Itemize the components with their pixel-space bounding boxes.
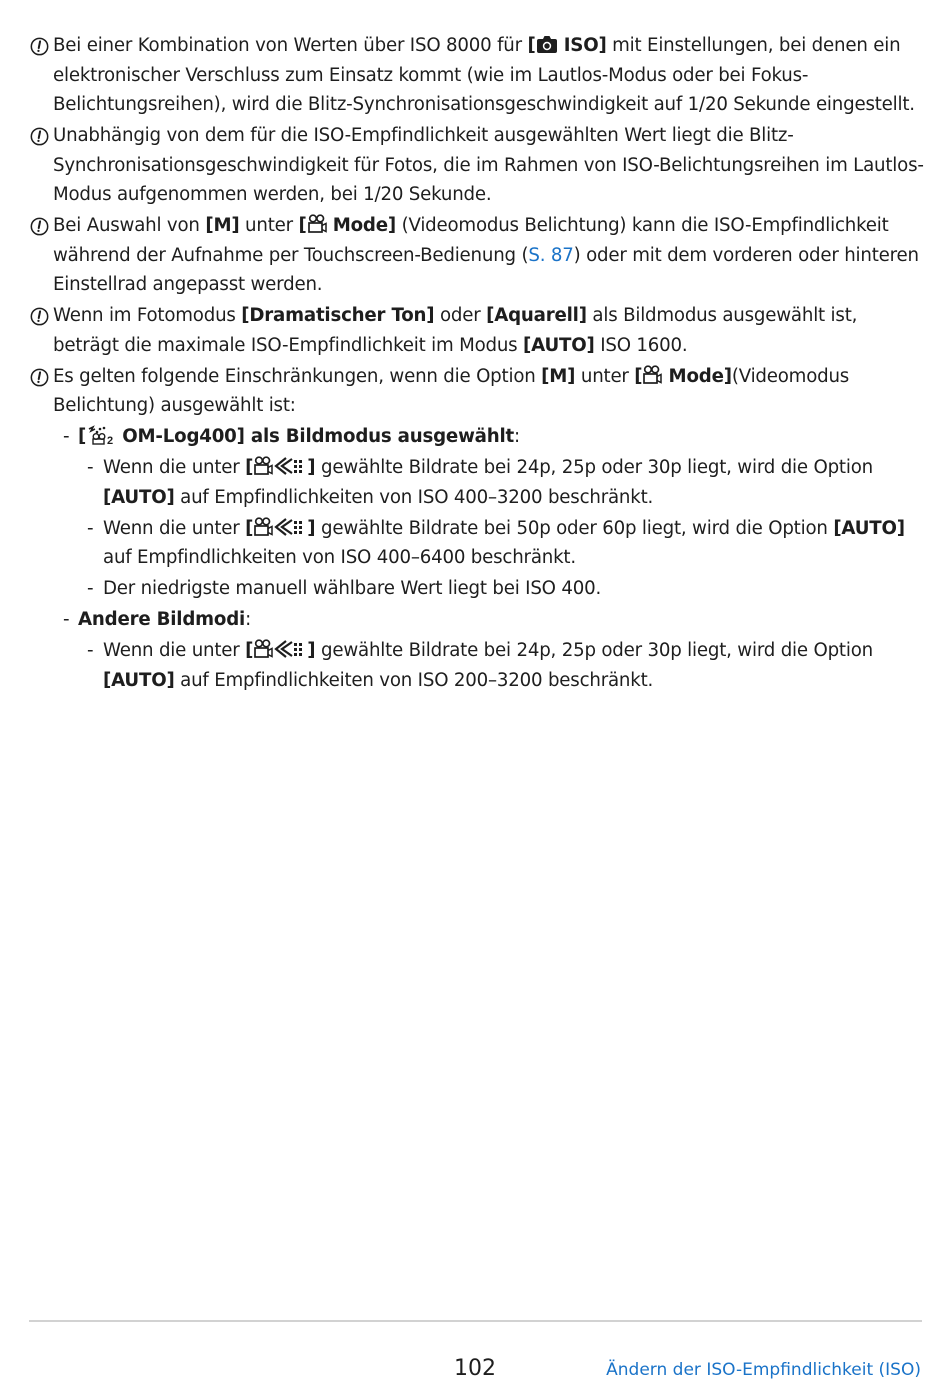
note-text: Unabhängig von dem für die ISO-Empfindlichkeit ausgewählten Wert liegt die Blitz-Synchronisationsgeschwindigkeit für Fotos, die im Rahmen von ISO-Belichtungsreihen im Lautlos-Modus aufgenommen werden, bei 1/20 Sekunde. [53, 125, 924, 205]
footer-section-link[interactable]: Ändern der ISO-Empfindlichkeit (ISO) [606, 1360, 921, 1380]
footer-divider [29, 1320, 922, 1322]
note-text: mit Einstellungen, bei denen ein elektronischer Verschluss zum Einsatz kommt (wie im Lautlos-Modus oder bei Fokus-Belichtungsreihen), wird die Blitz-Synchronisationsgeschwindigkeit auf 1/20 Sekunde eingestellt. [53, 35, 915, 115]
note-text: Bei Auswahl von [53, 215, 206, 236]
subsub-text: gewählte Bildrate bei 24p, 25p oder 30p liegt, wird die Option [315, 457, 873, 478]
note-bold: [ [634, 365, 643, 387]
note-text: Wenn im Fotomodus [53, 305, 242, 326]
note-item [30, 31, 924, 120]
note-text: unter [575, 365, 635, 387]
subsub-bold: [AUTO] [833, 517, 905, 539]
dash: - [63, 609, 70, 630]
movie-camera-icon [307, 214, 327, 234]
page-number: 102 [454, 1356, 496, 1381]
note-bold: Mode] [662, 365, 732, 387]
subsub-item [30, 453, 924, 512]
movie-camera-icon [253, 517, 273, 537]
subsub-bold: [ [245, 457, 254, 478]
subsub-text: auf Empfindlichkeiten von ISO 200–3200 beschränkt. [174, 669, 654, 691]
caution-icon [30, 37, 49, 56]
dash: - [63, 426, 70, 447]
note-bold: [ [527, 35, 536, 56]
subsub-list [30, 635, 924, 696]
subsub-list [30, 452, 924, 604]
note-bold: [M] [205, 215, 240, 236]
subsub-bold: [AUTO] [103, 486, 175, 508]
subsub-text: Wenn die unter [103, 640, 246, 661]
note-text: ) oder mit dem vorderen oder hinteren Einstellrad angepasst werden. [53, 244, 919, 295]
frame-rate-icon [273, 639, 307, 659]
subsub-bold: [AUTO] [103, 669, 175, 691]
sub-text: : [514, 426, 520, 447]
subsub-bold: ] [307, 517, 316, 539]
subsub-item [30, 636, 924, 695]
sub-item-omlog400 [30, 422, 924, 604]
caution-icon [30, 307, 49, 326]
subsub-text: Der niedrigste manuell wählbare Wert liegt bei ISO 400. [103, 578, 602, 599]
sub-list [30, 422, 924, 695]
note-text: Es gelten folgende Einschränkungen, wenn die Option [53, 365, 542, 387]
svg-text:2: 2 [107, 435, 114, 445]
note-item [30, 211, 924, 300]
dash: - [87, 457, 94, 478]
frame-rate-icon [273, 517, 307, 537]
subsub-bold: [ [245, 517, 254, 539]
subsub-text: auf Empfindlichkeiten von ISO 400–6400 beschränkt. [103, 547, 576, 568]
note-bold: [Aquarell] [486, 305, 587, 326]
note-text: als Bildmodus ausgewählt ist, beträgt die maximale ISO-Empfindlichkeit im Modus [53, 305, 858, 356]
sub-heading: [ [78, 426, 87, 447]
sub-item-other-modes [30, 605, 924, 695]
subsub-item [30, 514, 924, 573]
camera-icon [536, 35, 558, 54]
note-bold: ISO] [557, 35, 607, 56]
note-bold: [M] [541, 365, 576, 387]
note-text: ISO 1600. [594, 334, 688, 356]
frame-rate-icon [273, 456, 307, 476]
note-bold: Mode] [326, 215, 396, 236]
note-item [30, 362, 924, 421]
note-text: (Videomodus Belichtung) ausgewählt ist: [53, 365, 850, 416]
picture-mode-icon [86, 425, 116, 445]
subsub-bold: [ [245, 640, 254, 661]
movie-camera-icon [253, 639, 273, 659]
subsub-bold: ] [307, 640, 316, 661]
subsub-text: gewählte Bildrate bei 50p oder 60p liegt, wird die Option [315, 517, 834, 539]
subsub-text: auf Empfindlichkeiten von ISO 400–3200 beschränkt. [174, 486, 654, 508]
subsub-text: gewählte Bildrate bei 24p, 25p oder 30p liegt, wird die Option [315, 640, 873, 661]
note-item [30, 301, 924, 360]
caution-icon [30, 217, 49, 236]
dash: - [87, 517, 94, 539]
sub-text: : [245, 609, 252, 630]
sub-heading: Andere Bildmodi [78, 609, 246, 630]
caution-icon [30, 127, 49, 146]
subsub-text: Wenn die unter [103, 457, 246, 478]
dash: - [87, 578, 94, 599]
sub-heading: OM-Log400] als Bildmodus ausgewählt [116, 426, 515, 447]
note-bold: [ [298, 215, 307, 236]
dash: - [87, 640, 94, 661]
note-bold: [Dramatischer Ton] [241, 305, 435, 326]
note-text: oder [434, 305, 487, 326]
note-text: Bei einer Kombination von Werten über ISO 8000 für [53, 35, 528, 56]
movie-camera-icon [253, 456, 273, 476]
page-content [30, 31, 924, 697]
movie-camera-icon [642, 365, 662, 385]
note-text: unter [239, 215, 299, 236]
note-item [30, 121, 924, 210]
note-text: (Videomodus Belichtung) kann die ISO-Empfindlichkeit während der Aufnahme per Touchscreen-Bedienung ( [53, 215, 889, 266]
page-link[interactable]: S. 87 [528, 244, 574, 266]
notes-list [30, 31, 924, 421]
note-bold: [AUTO] [523, 334, 595, 356]
caution-icon [30, 368, 49, 387]
subsub-item [30, 574, 924, 604]
subsub-text: Wenn die unter [103, 517, 246, 539]
subsub-bold: ] [307, 457, 316, 478]
